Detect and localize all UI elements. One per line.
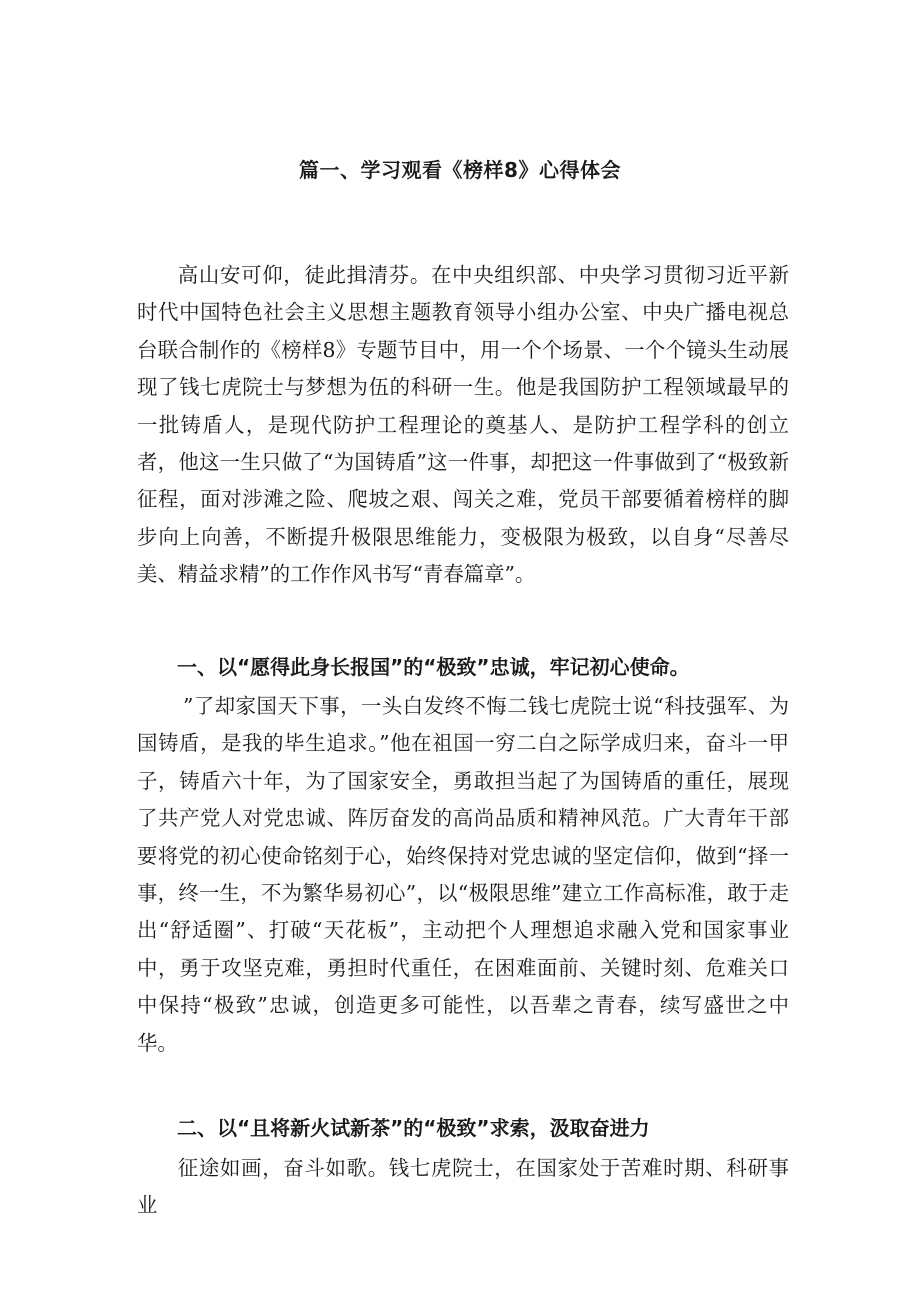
intro-paragraph: 高山安可仰，徒此揖清芬。在中央组织部、中央学习贯彻习近平新时代中国特色社会主义思想主题教育领导小组办公室、中央广播电视总台联合制作的《榜样8》专题节目中，用一个个场景、一个个镜头生动展现了钱七虎院士与梦想为伍的科研一生。他是我国防护工程领域最早的一批铸盾人，是现代防护工程理论的奠基人、是防护工程学科的创立者，他这一生只做了“为国铸盾”这一件事，却把这一件事做到了“极致新征程，面对涉滩之险、爬坡之艰、闯关之难，党员干部要循着榜样的脚步向上向善，不断提升极限思维能力，变极限为极致，以自身“尽善尽美、精益求精”的工作作风书写“青春篇章”。 <box>137 263 789 587</box>
document-title: 篇一、学习观看《榜样8》心得体会 <box>299 158 621 182</box>
section-2-paragraph: 征途如画，奋斗如歌。钱七虎院士，在国家处于苦难时期、科研事业 <box>137 1156 789 1218</box>
section-1-heading: 一、以“愿得此身长报国”的“极致”忠诚，牢记初心使命。 <box>177 655 690 679</box>
section-1-paragraph: ”了却家国天下事，一头白发终不悔二钱七虎院士说“科技强军、为国铸盾，是我的毕生追求。”他在祖国一穷二白之际学成归来，奋斗一甲子，铸盾六十年，为了国家安全，勇敢担当起了为国铸盾的重任，展现了共产党人对党忠诚、阵厉奋发的高尚品质和精神风范。广大青年干部要将党的初心使命铭刻于心，始终保持对党忠诚的坚定信仰，做到“择一事，终一生，不为繁华易初心”，以“极限思维”建立工作高标准，敢于走出“舒适圈”、打破“天花板”，主动把个人理想追求融入党和国家事业中，勇于攻坚克难，勇担时代重任，在困难面前、关键时刻、危难关口中保持“极致”忠诚，创造更多可能性，以吾辈之青春，续写盛世之中华。 <box>137 694 789 1055</box>
section-2-heading: 二、以“且将新火试新茶”的“极致”求索，汲取奋进力 <box>177 1116 650 1140</box>
